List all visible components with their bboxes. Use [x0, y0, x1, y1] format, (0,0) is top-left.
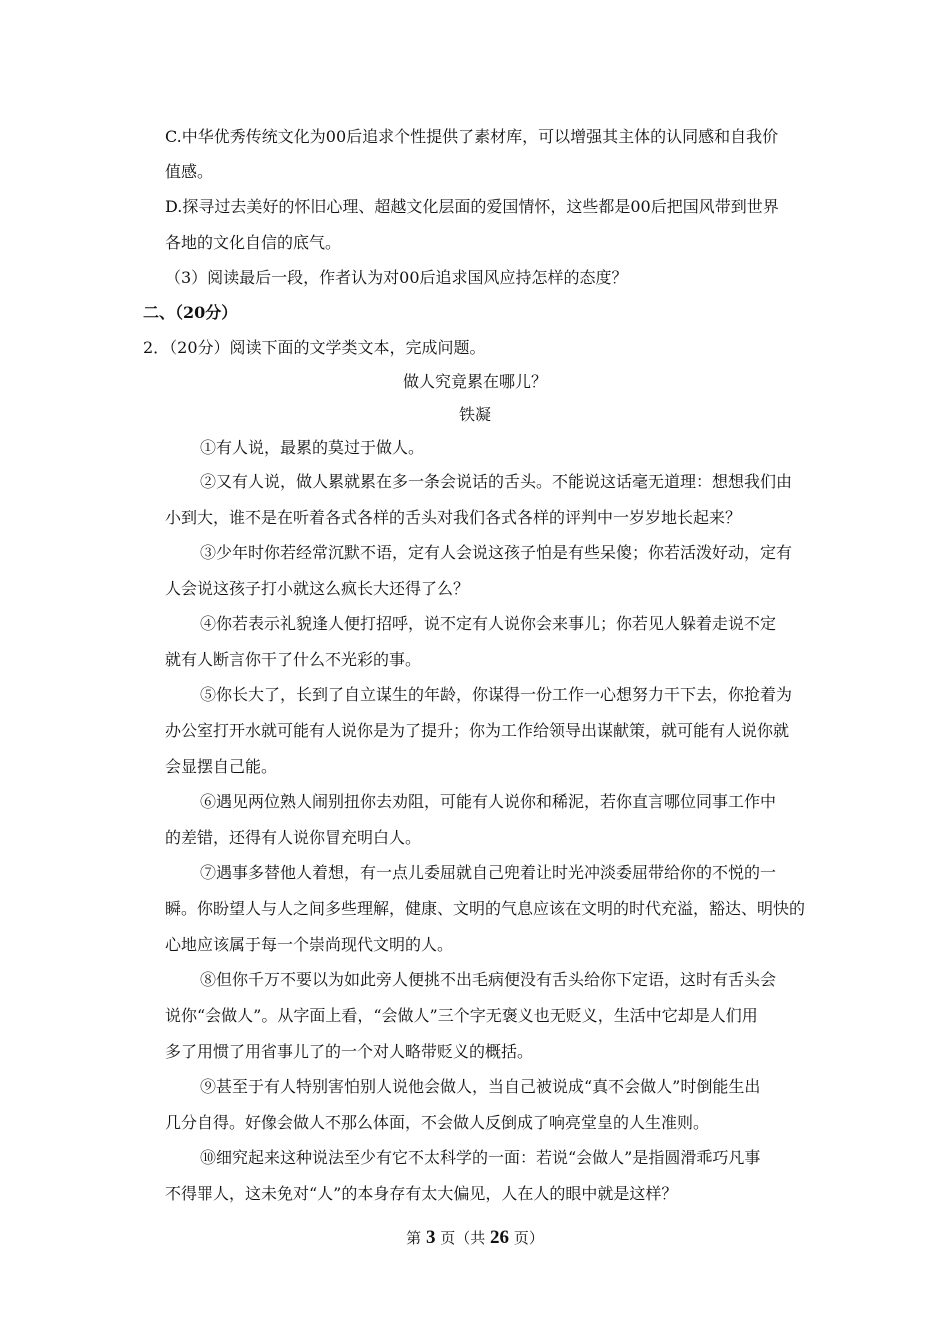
paragraph-2-line-1: ②又有人说，做人累就累在多一条会说话的舌头。不能说这话毫无道理：想想我们由 [200, 472, 793, 491]
question-2-prompt: 2．（20分）阅读下面的文学类文本，完成问题。 [143, 338, 486, 357]
page-footer [0, 1226, 950, 1250]
section-heading: 二、（20分） [143, 303, 238, 322]
footer-suffix: 页） [513, 1229, 544, 1247]
article-author: 铁凝 [458, 405, 491, 424]
article-title: 做人究竟累在哪儿？ [402, 372, 547, 391]
option-d-line-2: 各地的文化自信的底气。 [165, 233, 342, 252]
paragraph-8-line-3: 多了用惯了用省事儿了的一个对人略带贬义的概括。 [165, 1042, 534, 1061]
option-c-line-1: C.中华优秀传统文化为00后追求个性提供了素材库，可以增强其主体的认同感和自我价 [165, 127, 779, 146]
option-d-line-1: D.探寻过去美好的怀旧心理、超越文化层面的爱国情怀，这些都是00后把国风带到世界 [165, 197, 779, 216]
paragraph-4-line-1: ④你若表示礼貌逢人便打招呼，说不定有人说你会来事儿；你若见人躲着走说不定 [200, 614, 777, 633]
paragraph-6-line-2: 的差错，还得有人说你冒充明白人。 [165, 828, 422, 847]
paragraph-10-line-1: ⑩细究起来这种说法至少有它不太科学的一面：若说“会做人”是指圆滑乖巧凡事 [200, 1148, 761, 1167]
paragraph-3-line-2: 人会说这孩子打小就这么疯长大还得了么？ [165, 579, 470, 598]
paragraph-5-line-1: ⑤你长大了，长到了自立谋生的年龄，你谋得一份工作一心想努力干下去，你抢着为 [200, 685, 793, 704]
paragraph-3-line-1: ③少年时你若经常沉默不语，定有人会说这孩子怕是有些呆傻；你若活泼好动，定有 [200, 543, 793, 562]
footer-middle: 页（共 [440, 1229, 486, 1247]
paragraph-9-line-2: 几分自得。好像会做人不那么体面，不会做人反倒成了响亮堂皇的人生准则。 [165, 1113, 710, 1132]
footer-prefix: 第 [406, 1229, 422, 1247]
paragraph-5-line-3: 会显摆自己能。 [165, 757, 278, 776]
option-c-line-2: 值感。 [165, 162, 214, 181]
paragraph-1: ①有人说，最累的莫过于做人。 [200, 438, 425, 457]
paragraph-7-line-1: ⑦遇事多替他人着想，有一点儿委屈就自己兜着让时光冲淡委屈带给你的不悦的一 [200, 863, 777, 882]
footer-total-pages: 26 [490, 1227, 510, 1248]
footer-page-number: 3 [425, 1227, 436, 1248]
paragraph-8-line-1: ⑧但你千万不要以为如此旁人便挑不出毛病便没有舌头给你下定语，这时有舌头会 [200, 970, 777, 989]
paragraph-5-line-2: 办公室打开水就可能有人说你是为了提升；你为工作给领导出谋献策，就可能有人说你就 [165, 721, 790, 740]
paragraph-6-line-1: ⑥遇见两位熟人闹别扭你去劝阻，可能有人说你和稀泥，若你直言哪位同事工作中 [200, 792, 777, 811]
paragraph-2-line-2: 小到大，谁不是在听着各式各样的舌头对我们各式各样的评判中一岁岁地长起来？ [165, 508, 742, 527]
paragraph-4-line-2: 就有人断言你干了什么不光彩的事。 [165, 650, 422, 669]
question-3: （3）阅读最后一段，作者认为对00后追求国风应持怎样的态度？ [165, 268, 628, 287]
paragraph-10-line-2: 不得罪人，这未免对“人”的本身存有太大偏见，人在人的眼中就是这样？ [165, 1184, 678, 1203]
paragraph-7-line-3: 心地应该属于每一个崇尚现代文明的人。 [165, 935, 454, 954]
paragraph-8-line-2: 说你“会做人”。从字面上看，“会做人”三个字无褒义也无贬义，生活中它却是人们用 [165, 1006, 758, 1025]
paragraph-7-line-2: 瞬。你盼望人与人之间多些理解，健康、文明的气息应该在文明的时代充溢，豁达、明快的 [165, 899, 806, 918]
paragraph-9-line-1: ⑨甚至于有人特别害怕别人说他会做人，当自己被说成“真不会做人”时倒能生出 [200, 1077, 761, 1096]
